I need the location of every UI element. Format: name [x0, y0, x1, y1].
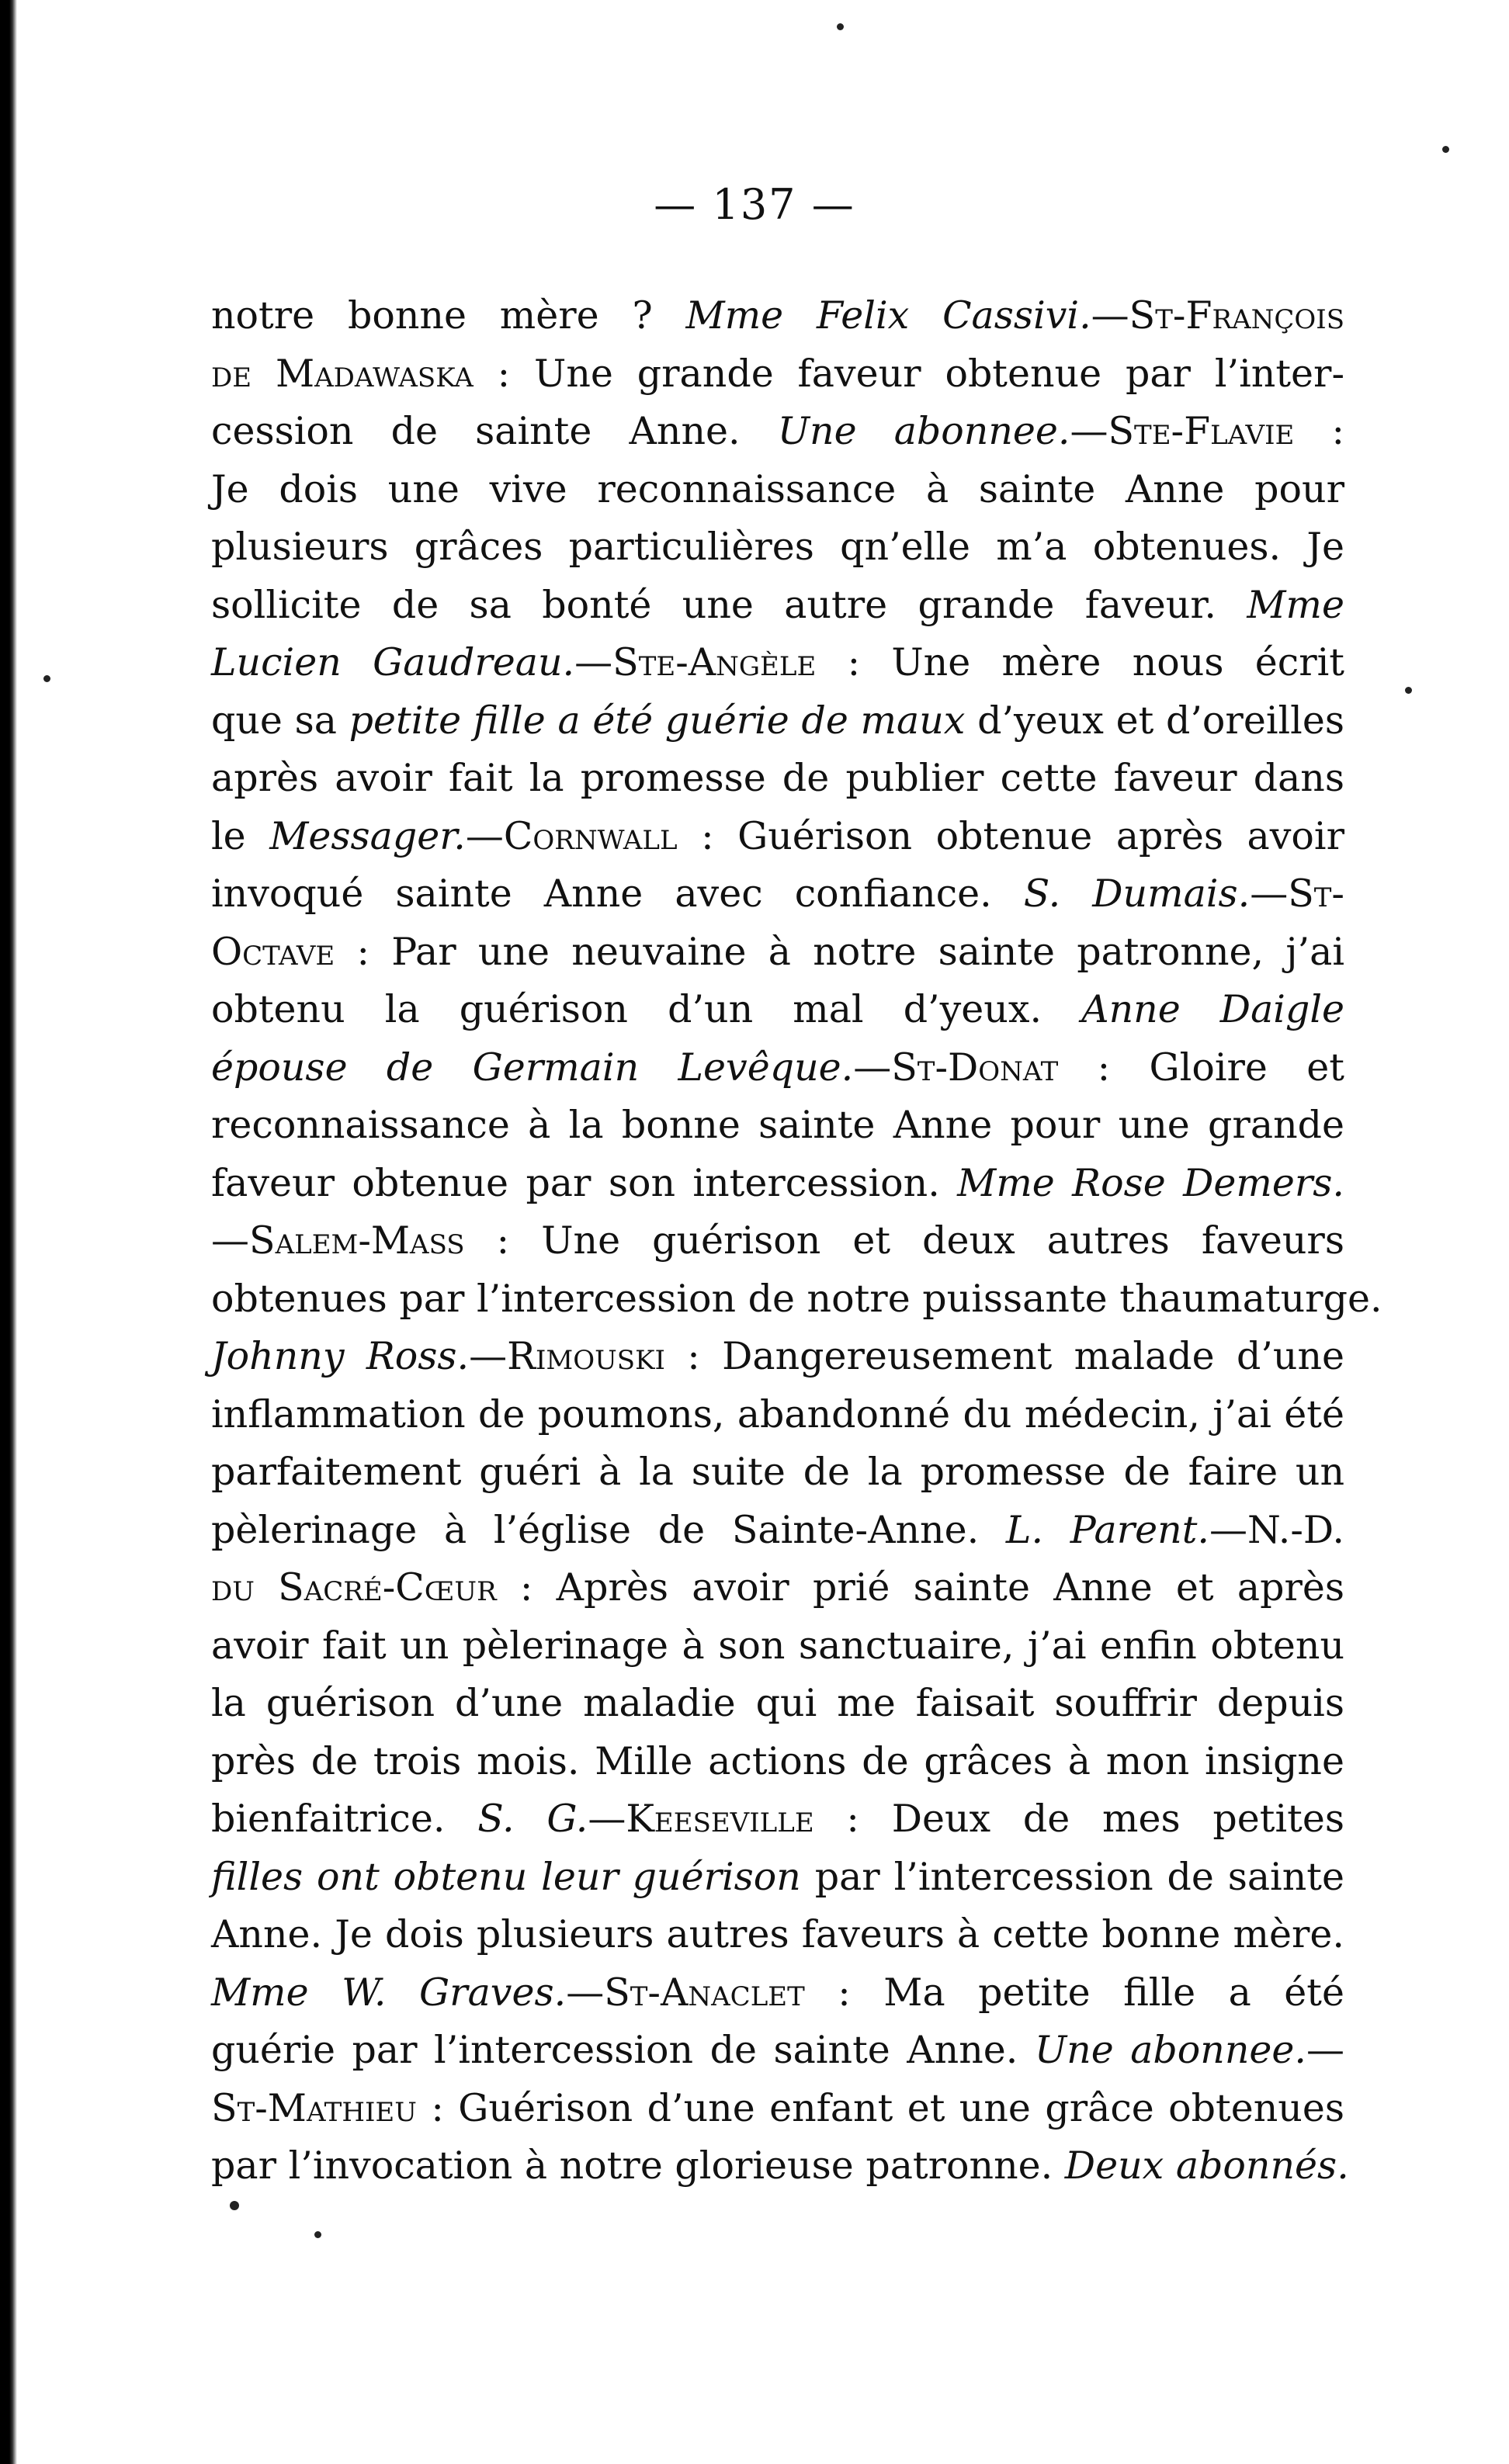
signature-text: petite fille a été guérie de maux [349, 698, 966, 743]
page-body-text [211, 287, 1382, 2195]
text-segment: — [465, 813, 504, 858]
signature-text: Une abonnee. [1034, 2028, 1306, 2072]
text-line [211, 1964, 1344, 2022]
signature-text: Mme W. Graves. [211, 1970, 567, 2015]
signature-text: Mme Rose Demers. [957, 1160, 1344, 1205]
text-line [211, 403, 1344, 461]
text-segment: — [574, 640, 613, 684]
place-name: Rimouski [507, 1334, 665, 1378]
text-segment: pèlerinage à l’église de Sainte-Anne. [211, 1507, 1006, 1552]
place-name: Keeseville [626, 1797, 814, 1841]
text-line [211, 1502, 1344, 1560]
signature-text: Une abonnee. [777, 409, 1070, 453]
signature-text: S. Dumais. [1023, 872, 1251, 916]
text-line [211, 1155, 1344, 1213]
text-segment: le [211, 813, 270, 858]
text-segment: Je dois une vive reconnaissance à sainte Anne pour [211, 466, 1344, 511]
ink-speck [43, 675, 50, 682]
place-name: Cornwall [503, 813, 678, 858]
text-line [211, 1270, 1382, 1329]
text-segment: invoqué sainte Anne avec confiance. [211, 872, 1024, 916]
text-line [211, 1386, 1344, 1444]
place-name: St- [1288, 872, 1344, 916]
text-segment: : Gloire et [1058, 1045, 1344, 1090]
text-line [211, 2080, 1344, 2138]
text-line [211, 1559, 1344, 1617]
text-segment: : Deux de mes petites [813, 1797, 1344, 1841]
place-name: St-Anaclet [604, 1970, 805, 2015]
text-segment: que sa [211, 698, 349, 743]
text-segment: cession de sainte Anne. [211, 409, 778, 453]
text-segment: après avoir fait la promesse de publier cette faveur dans [211, 756, 1344, 800]
ink-speck [1405, 687, 1412, 694]
place-name: St-Mathieu [211, 2085, 417, 2130]
text-line [211, 1617, 1344, 1676]
text-line [211, 1733, 1344, 1791]
signature-text: L. Parent. [1005, 1507, 1209, 1552]
text-line [211, 1443, 1344, 1502]
signature-text: Anne Daigle [1081, 987, 1344, 1031]
text-segment: — [1306, 2028, 1344, 2072]
signature-text: épouse de Germain Levêque. [211, 1045, 854, 1090]
ink-speck [314, 2231, 321, 2238]
signature-text: S. G. [477, 1797, 588, 1841]
text-segment: par l’invocation à notre glorieuse patronne. [211, 2143, 1065, 2188]
text-line [211, 2137, 1349, 2195]
signature-text: Mme Felix Cassivi. [685, 293, 1091, 338]
signature-text: Messager. [269, 813, 466, 858]
text-segment: obtenu la guérison d’un mal d’yeux. [211, 987, 1082, 1031]
text-line [211, 692, 1344, 750]
text-line [211, 287, 1344, 345]
text-segment: sollicite de sa bonté une autre grande faveur. [211, 582, 1247, 627]
text-segment: : Guérison d’une enfant et une grâce obtenues [416, 2085, 1344, 2130]
text-segment: bienfaitrice. [211, 1797, 478, 1841]
text-line [211, 577, 1344, 635]
text-segment: — [1070, 409, 1108, 453]
signature-text: Mme [1247, 582, 1344, 627]
text-line [211, 924, 1344, 982]
text-line [211, 634, 1344, 692]
text-line [211, 1675, 1344, 1733]
text-segment: plusieurs grâces particulières qn’elle m’a obtenues. Je [211, 525, 1344, 569]
text-segment: parfaitement guéri à la suite de la promesse de faire un [211, 1450, 1344, 1494]
text-segment: — [1091, 293, 1129, 338]
text-line [211, 2022, 1344, 2080]
text-line [211, 1097, 1344, 1155]
ink-speck [230, 2201, 239, 2210]
book-spine-edge [0, 0, 17, 2464]
ink-speck [837, 23, 844, 30]
text-segment: : Une grande faveur obtenue par l’inter- [473, 351, 1344, 396]
text-segment: : Une mère nous écrit [816, 640, 1344, 684]
text-line [211, 345, 1344, 404]
text-segment: reconnaissance à la bonne sainte Anne pour une grande [211, 1103, 1344, 1147]
text-segment: : Par une neuvaine à notre sainte patronne, j’ai [335, 929, 1344, 974]
signature-text: Lucien Gaudreau. [211, 640, 575, 684]
text-line [211, 461, 1344, 519]
text-line [211, 1906, 1344, 1964]
text-segment: —N.-D. [1209, 1507, 1344, 1552]
text-segment: inflammation de poumons, abandonné du médecin, j’ai été [211, 1391, 1344, 1436]
place-name: Ste-Angèle [612, 640, 817, 684]
text-segment: d’yeux et d’oreilles [965, 698, 1345, 743]
text-line [211, 981, 1344, 1039]
text-segment: : [1294, 409, 1345, 453]
place-name: du Sacré-Cœur [211, 1565, 497, 1610]
text-segment: Anne. Je dois plusieurs autres faveurs à cette bonne mère. [211, 1912, 1344, 1956]
text-segment: : Après avoir prié sainte Anne et après [496, 1565, 1345, 1610]
text-line [211, 750, 1344, 808]
text-segment: — [588, 1797, 626, 1841]
text-line [211, 1790, 1344, 1849]
text-segment: : Guérison obtenue après avoir [677, 813, 1344, 858]
place-name: de Madawaska [211, 351, 474, 396]
text-line [211, 1212, 1344, 1270]
text-segment: — [211, 1218, 249, 1263]
ink-speck [1442, 146, 1449, 153]
text-line [211, 1328, 1344, 1386]
text-segment: guérie par l’intercession de sainte Anne. [211, 2028, 1035, 2072]
text-segment: : Ma petite fille a été [804, 1970, 1344, 2015]
signature-text: filles ont obtenu leur guérison [211, 1854, 801, 1899]
text-segment: : Une guérison et deux autres faveurs [464, 1218, 1344, 1263]
text-line [211, 808, 1344, 866]
text-line [211, 518, 1344, 577]
text-segment: la guérison d’une maladie qui me faisait souffrir depuis [211, 1681, 1344, 1725]
text-segment: notre bonne mère ? [211, 293, 686, 338]
text-segment: obtenues par l’intercession de notre puissante thaumaturge. [211, 1276, 1382, 1321]
place-name: Octave [211, 929, 335, 974]
text-line [211, 1849, 1344, 1907]
text-segment: — [853, 1045, 892, 1090]
text-line [211, 1039, 1344, 1097]
place-name: St-François [1129, 293, 1344, 338]
signature-text: Johnny Ross. [211, 1334, 470, 1378]
place-name: St-Donat [891, 1045, 1059, 1090]
text-segment: avoir fait un pèlerinage à son sanctuaire, j’ai enfin obtenu [211, 1623, 1344, 1668]
text-segment: près de trois mois. Mille actions de grâces à mon insigne [211, 1738, 1344, 1783]
text-segment: — [469, 1334, 508, 1378]
text-segment: — [566, 1970, 605, 2015]
page-number: — 137 — [654, 180, 855, 229]
text-line [211, 865, 1344, 924]
text-segment: par l’intercession de sainte [800, 1854, 1344, 1899]
place-name: Salem-Mass [249, 1218, 465, 1263]
signature-text: Deux abonnés. [1064, 2143, 1349, 2188]
text-segment: : Dangereusement malade d’une [664, 1334, 1344, 1378]
place-name: Ste-Flavie [1108, 409, 1295, 453]
text-segment: faveur obtenue par son intercession. [211, 1160, 958, 1205]
text-segment: — [1250, 872, 1289, 916]
